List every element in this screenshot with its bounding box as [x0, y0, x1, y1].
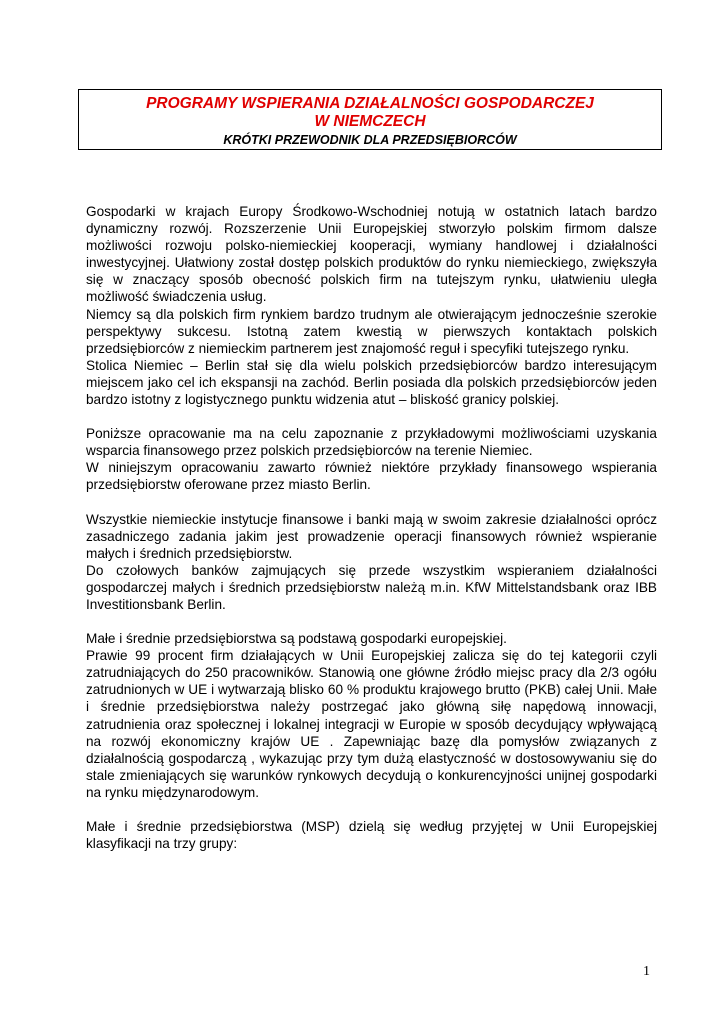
paragraph: Wszystkie niemieckie instytucje finansowe i banki mają w swoim zakresie działalności oprócz zasadniczego zadania jakim jest prowadzenie operacji finansowych również wspieranie małych i średnich przedsiębiorstw.: [86, 511, 657, 561]
title-box: [78, 89, 662, 150]
document-title-line1: PROGRAMY WSPIERANIA DZIAŁALNOŚCI GOSPODARCZEJ: [146, 95, 594, 112]
paragraph: Prawie 99 procent firm działających w Unii Europejskiej zalicza się do tej kategorii czyli zatrudniających do 250 pracowników. Stanowią one główne źródło miejsc pracy dla 2/3 ogółu zatrudnionych w UE i wytwarzają blisko 60 % produktu krajowego brutto (PKB) całej Unii. Małe i średnie przedsiębiorstwa należy postrzegać jako główną siłę napędową innowacji, zatrudnienia oraz społecznej i lokalnej integracji w Europie w sposób decydujący wpływającą na rozwój ekonomiczny krajów UE . Zapewniając bazę dla pomysłów związanych z działalnością gospodarczą , wykazując przy tym dużą elastyczność w dostosowywaniu się do stale zmieniających się warunków rynkowych decydują o konkurencyjności unijnej gospodarki na rynku międzynarodowym.: [86, 648, 657, 800]
paragraph: Niemcy są dla polskich firm rynkiem bardzo trudnym ale otwierającym jednocześnie szerokie perspektywy sukcesu. Istotną zatem kwestią w pierwszych kontaktach polskich przedsiębiorców z niemieckim partnerem jest znajomość reguł i specyfiki tutejszego rynku.: [86, 306, 657, 356]
paragraph: Małe i średnie przedsiębiorstwa (MSP) dzielą się według przyjętej w Unii Europejskiej klasyfikacji na trzy grupy:: [86, 819, 657, 852]
paragraph: Poniższe opracowanie ma na celu zapoznanie z przykładowymi możliwościami uzyskania wsparcia finansowego przez polskich przedsiębiorców na terenie Niemiec.: [86, 426, 657, 459]
paragraph: W niniejszym opracowaniu zawarto również niektóre przykłady finansowego wspierania przedsiębiorstw oferowane przez miasto Berlin.: [86, 460, 657, 493]
paragraph: Do czołowych banków zajmujących się przede wszystkim wspieraniem działalności gospodarczej małych i średnich przedsiębiorstw należą m.in. KfW Mittelstandsbank oraz IBB Investitionsbank Berlin.: [86, 562, 657, 612]
paragraph: Gospodarki w krajach Europy Środkowo-Wschodniej notują w ostatnich latach bardzo dynamiczny rozwój. Rozszerzenie Unii Europejskiej stworzyło polskim firmom dalsze możliwości rozwoju polsko-niemieckiej kooperacji, wymiany handlowej i działalności inwestycyjnej. Ułatwiony został dostęp polskich produktów do rynku niemieckiego, zwiększyła się w znaczący sposób obecność polskich firm na tutejszym rynku, ułatwieniu uległa możliwość świadczenia usług.: [86, 204, 657, 305]
document-subtitle: KRÓTKI PRZEWODNIK DLA PRZEDSIĘBIORCÓW: [223, 133, 517, 147]
document-body: [86, 203, 657, 852]
paragraph: Stolica Niemiec – Berlin stał się dla wielu polskich przedsiębiorców bardzo interesującym miejscem jako cel ich ekspansji na zachód. Berlin posiada dla polskich przedsiębiorców jeden bardzo istotny z logistycznego punktu widzenia atut – bliskość granicy polskiej.: [86, 357, 657, 408]
paragraph: Małe i średnie przedsiębiorstwa są podstawą gospodarki europejskiej.: [86, 631, 507, 647]
page-number: 1: [643, 964, 650, 979]
document-title-line2: W NIEMCZECH: [314, 113, 426, 130]
